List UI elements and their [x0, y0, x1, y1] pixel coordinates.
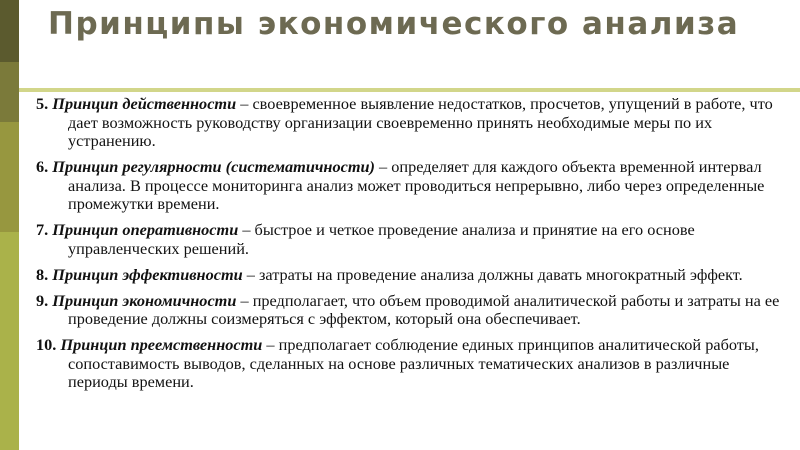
list-item: [36, 266, 786, 285]
accent-bar-segment: [0, 232, 19, 450]
slide-title: Принципы экономического анализа: [48, 6, 740, 42]
principle-term: Принцип преемственности: [60, 335, 263, 354]
accent-bar-segment: [0, 62, 19, 122]
list-item: [36, 221, 786, 258]
principle-description: – затраты на проведение анализа должны давать многократный эффект.: [242, 264, 743, 284]
principle-description: – предполагает, что объем проводимой аналитической работы и затраты на ее проведение должны соизмеряться с эффектом, который она обеспечивает.: [68, 290, 780, 328]
list-item: [36, 292, 786, 329]
principle-term: Принцип регулярности (систематичности): [52, 157, 375, 176]
principle-term: Принцип действенности: [52, 94, 237, 113]
title-underline: [19, 88, 800, 92]
item-number: 8.: [36, 264, 49, 284]
principle-description: – быстрое и четкое проведение анализа и принятие на его основе управленческих решений.: [68, 220, 695, 258]
item-number: 10.: [36, 335, 57, 354]
accent-bar-segment: [0, 122, 19, 232]
principle-description: – определяет для каждого объекта временной интервал анализа. В процессе мониторинга анализ может проводиться непрерывно, либо через определенные промежутки времени.: [68, 157, 765, 213]
principle-term: Принцип эффективности: [52, 264, 243, 284]
list-item: [36, 95, 786, 151]
list-item: [36, 158, 786, 214]
item-number: 6.: [36, 157, 49, 176]
principle-term: Принцип экономичности: [52, 290, 237, 310]
left-accent-bar: [0, 0, 19, 450]
item-number: 5.: [36, 94, 49, 113]
item-number: 9.: [36, 290, 49, 310]
accent-bar-segment: [0, 0, 19, 62]
principle-term: Принцип оперативности: [52, 220, 239, 239]
list-item: [36, 336, 786, 392]
principle-description: – предполагает соблюдение единых принципов аналитической работы, сопоставимость выводов, сделанных на основе различных тематических анализов в различные периоды времени.: [68, 335, 759, 391]
principles-list: [36, 95, 786, 399]
principle-description: – своевременное выявление недостатков, просчетов, упущений в работе, что дает возможность руководству организации своевременно принять необходимые меры по их устранению.: [68, 94, 773, 150]
item-number: 7.: [36, 220, 49, 239]
